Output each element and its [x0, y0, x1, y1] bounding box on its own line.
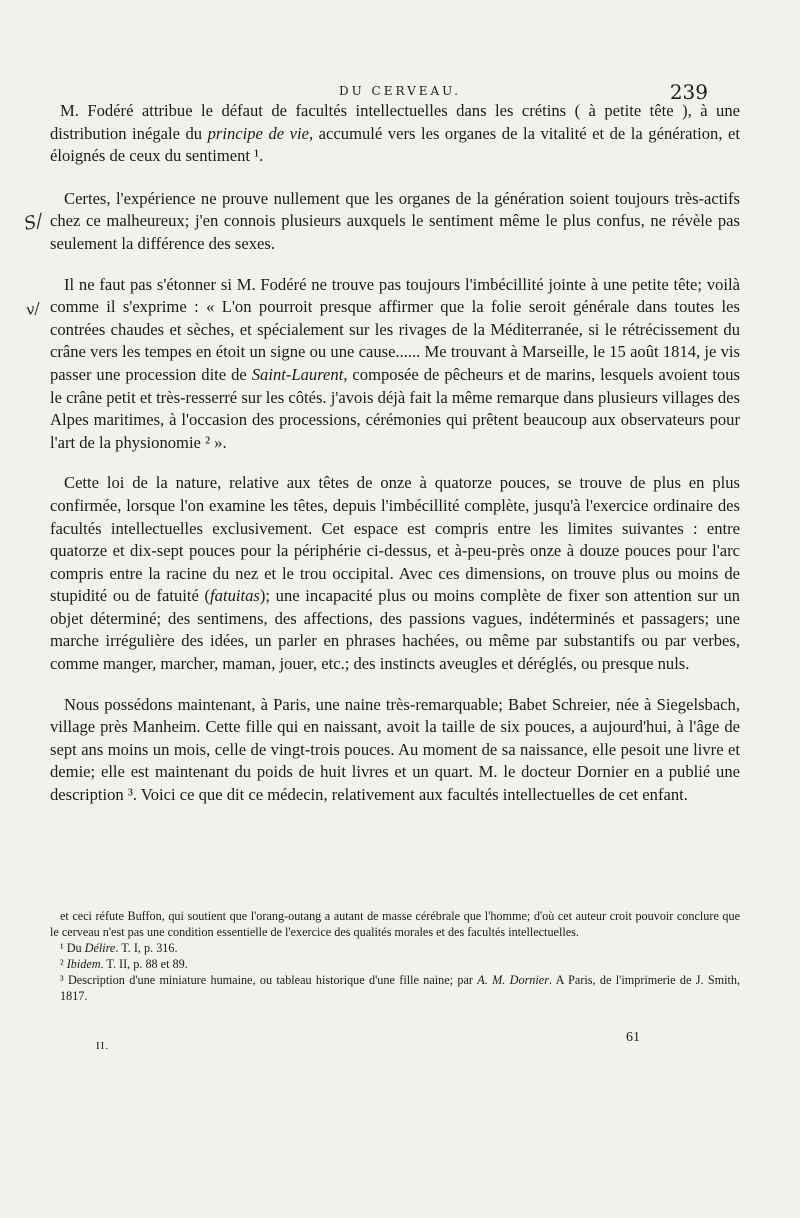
italic-term: principe de vie	[207, 123, 309, 143]
signature-mark: II.	[96, 1040, 110, 1052]
text-run: , accumulé vers les organes de la vitalité et de la génération, et éloignés de ceux du sentiment ¹.	[50, 123, 740, 166]
text-run: ³ Description d'une miniature humaine, ou tableau historique d'une fille naine; par	[60, 973, 478, 987]
paragraph-certes: Certes, l'expérience ne prouve nullement que les organes de la génération soient toujours très-actifs chez ce malheureux; j'en connois plusieurs auxquels le sentiment même le plus confus, ne révèle pas seulement la différence des sexes.	[50, 188, 740, 253]
text-run: ¹ Du	[60, 941, 85, 955]
text-run: ²	[60, 957, 67, 971]
footnote-continuation: et ceci réfute Buffon, qui soutient que l'orang-outang a autant de masse cérébrale que l'homme; d'où cet auteur croit pouvoir conclure que le cerveau n'est pas une condition essentielle de l'exercice des qualités morales et des facultés intellectuelles.	[50, 909, 740, 939]
text-run: Il ne faut pas s'étonner si M. Fodéré ne trouve pas toujours l'imbécillité jointe à une petite tête; voilà comme il s'exprime : « L'on pourroit presque affirmer que la folie seroit générale dans toutes les contrées chaudes et sèches, et spécialement sur les rivages de la Méditerranée, si le rétrécissement du crâne vers les tempes en étoit un signe ou une cause...... Me trouvant à Marseille, le 15 août 1814, je vis passer une procession dite de	[50, 274, 740, 384]
text-run: Cette loi de la nature, relative aux têtes de onze à quatorze pouces, se trouve de plus en plus confirmée, lorsque l'on examine les têtes, depuis l'imbécillité complète, jusqu'à l'exercice ordinaire des facultés intellectuelles exclusivement. Cet espace est compris entre les limites suivantes : entre quatorze et dix-sept pouces pour la périphérie ci-dessus, et à-peu-près onze à douze pouces pour l'arc compris entre la racine du nez et le trou occipital. Avec ces dimensions, on trouve plus ou moins de stupidité ou de fatuité (	[50, 473, 740, 606]
text-run: . A Paris, de l'imprimerie de J. Smith, 1817.	[60, 973, 741, 1003]
page-number: 239	[669, 80, 708, 104]
sheet-number: 61	[626, 1030, 640, 1045]
footnotes	[50, 908, 740, 1004]
text-run: M. Fodéré attribue le défaut de facultés intellectuelles dans les crétins ( à petite tête ), à une distribution inégale du	[50, 101, 740, 143]
paragraph-marseille	[50, 274, 740, 455]
paragraph-naine: Nous possédons maintenant, à Paris, une naine très-remarquable; Babet Schreier, née à Siegelsbach, village près Manheim. Cette fille qui en naissant, avoit la taille de six pouces, a aujourd'hui, à l'âge de sept ans moins un mois, celle de vingt-trois pouces. Au moment de sa naissance, elle pesoit une livre et demie; elle est maintenant du poids de huit livres et un quart. M. le docteur Dornier en a publié une description ³. Voici ce que dit ce médecin, relativement aux facultés intellectuelles de cet enfant.	[50, 694, 740, 805]
text-run: , composée de pêcheurs et de marins, lesquels avoient tous le crâne petit et très-resserré sur les côtés. j'avois déjà fait la même remarque dans plusieurs villages des Alpes maritimes, à l'occasion des processions, cérémonies qui prêtent beaucoup aux observateurs pour l'art de la physionomie ² ».	[50, 364, 740, 452]
text-run: . T. I, p. 316.	[115, 941, 178, 955]
paragraph-fodere	[50, 100, 740, 168]
footnote-1	[50, 940, 740, 956]
italic-term: Saint-Laurent	[251, 364, 344, 384]
text-run: . T. II, p. 88 et 89.	[100, 957, 188, 971]
footnote-3	[50, 972, 740, 1004]
margin-annotation: v/	[24, 298, 41, 320]
italic-term: fatuitas	[210, 586, 260, 606]
running-head: DU CERVEAU.	[338, 84, 461, 98]
footnote-2	[50, 956, 740, 972]
italic-term: Ibidem	[66, 957, 101, 971]
paragraph-loi-nature	[50, 472, 740, 675]
margin-annotation: S/	[21, 210, 45, 235]
italic-term: A. M. Dornier	[477, 973, 549, 987]
italic-term: Délire	[84, 941, 116, 955]
main-text	[50, 100, 740, 825]
text-run: ); une incapacité plus ou moins complète de fixer son attention sur un objet déterminé; des sentimens, des affections, des passions vagues, indéterminés et passagers; une marche irrégulière des idées, un parler en phrases hachées, ou même par substantifs ou par verbes, comme manger, marcher, maman, jouer, etc.; des instincts aveugles et déréglés, ou presque nuls.	[50, 586, 740, 674]
